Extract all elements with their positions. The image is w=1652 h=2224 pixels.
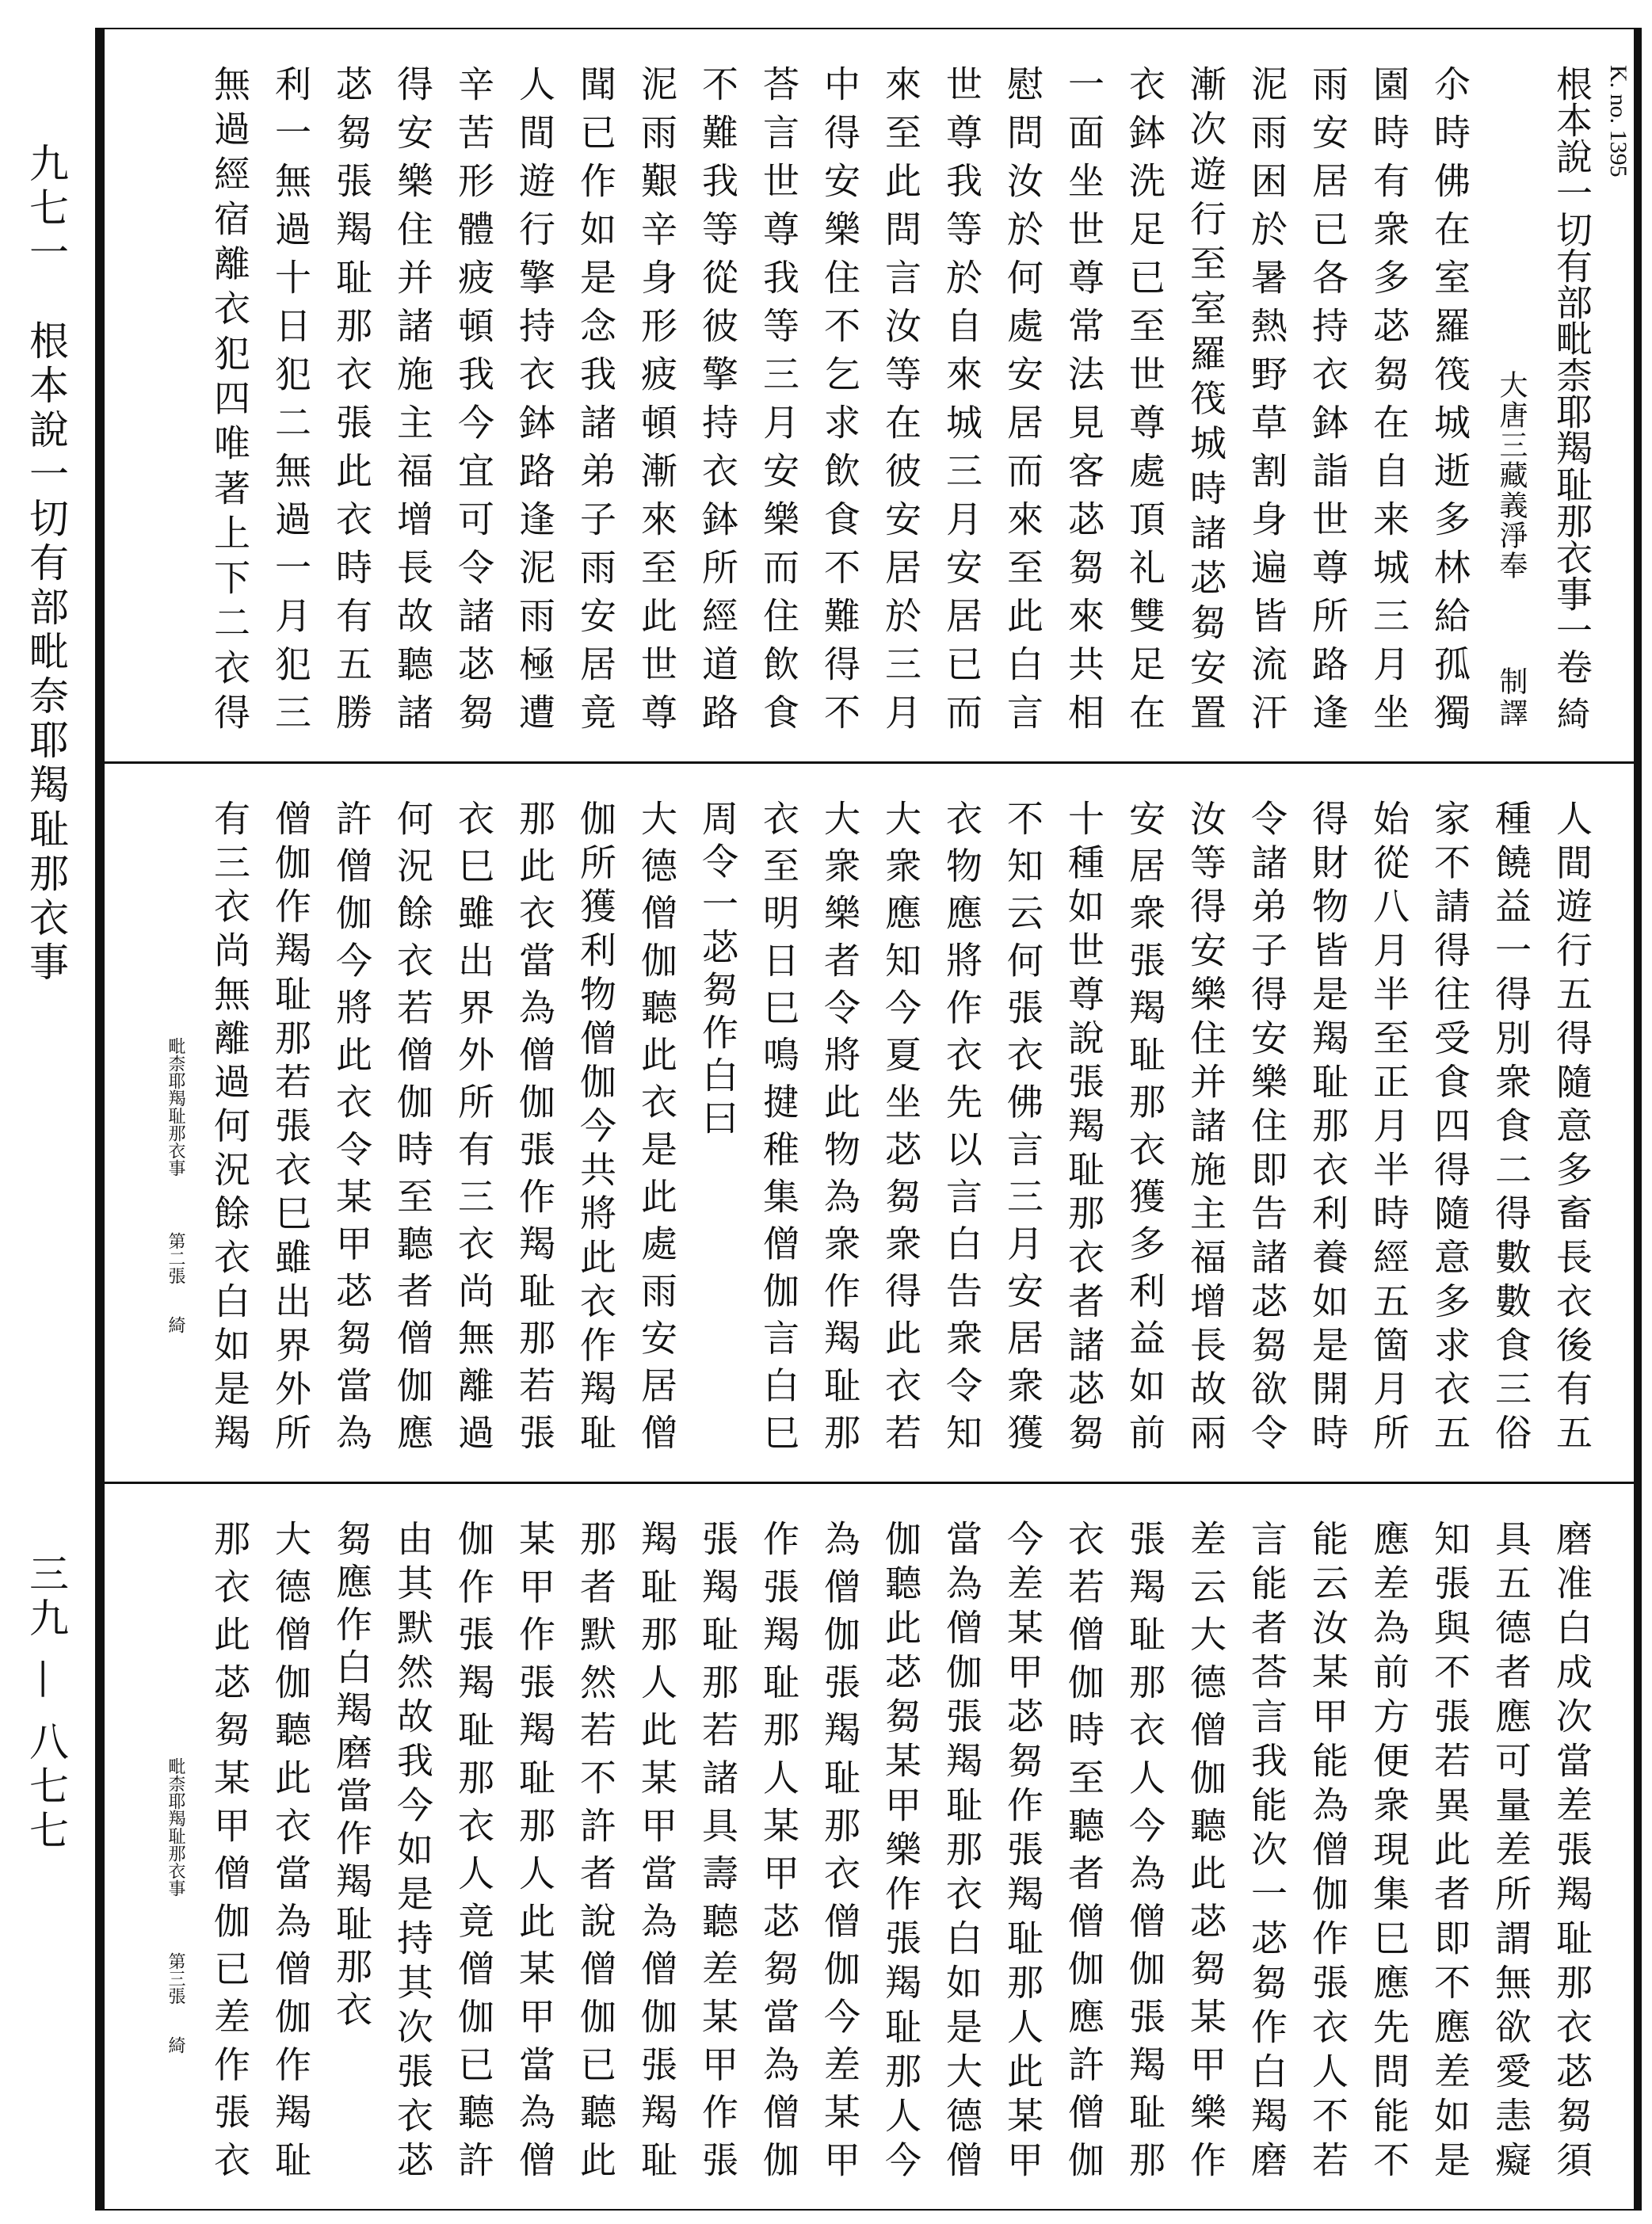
text-column: 那衣此苾芻某甲僧伽已差作張衣 — [208, 1520, 251, 2177]
text-column: 泥雨困於暑熱野草割身遍皆流汗 — [1246, 65, 1288, 730]
text-column: 辛苦形體疲頓我今宜可令諸苾芻 — [452, 65, 495, 730]
margin-volume-label: 九七一 根本說一切有部毗奈耶羯耻那衣事 — [23, 143, 69, 986]
text-column: 磨准白成次當差張羯耻那衣苾芻須 — [1551, 1520, 1593, 2177]
panel-3-columns — [151, 1520, 1602, 2177]
title-column — [1541, 65, 1631, 730]
text-column: 某甲作張羯耻那人此某甲當為僧 — [513, 1520, 556, 2177]
text-column: 大德僧伽聽此衣是此處雨安居僧 — [635, 799, 678, 1450]
text-column: 何況餘衣若僧伽時至聽者僧伽應 — [391, 799, 434, 1450]
footer-sheet-number: 第二張 — [166, 1232, 185, 1284]
text-column: 一面坐世尊常法見客苾芻來共相 — [1063, 65, 1105, 730]
panel-1 — [105, 29, 1634, 764]
text-column: 芻應作白羯磨當作羯耻那衣 — [330, 1520, 373, 2033]
text-column: 聞已作如是念我諸弟子雨安居竟 — [574, 65, 617, 730]
text-column: 家不請得往受食四得隨意多求衣五 — [1429, 799, 1471, 1450]
text-column: 不難我等從彼擎持衣鉢所經道路 — [696, 65, 739, 730]
text-column: 得財物皆是羯耻那衣利養如是開時 — [1307, 799, 1349, 1450]
text-column: 衣鉢洗足已至世尊處頂礼雙足在 — [1124, 65, 1166, 730]
catalog-number: K. no. 1395 — [1605, 65, 1631, 177]
volume-mark: 綺 — [1552, 696, 1591, 730]
text-column: 那者默然若不許者說僧伽已聽此 — [574, 1520, 617, 2177]
text-column: 伽作張羯耻那衣人竟僧伽已聽許 — [452, 1520, 495, 2177]
text-column: 無過經宿離衣犯四唯著上下二衣得 — [208, 65, 251, 730]
text-column: 衣物應將作衣先以言白告衆令知 — [940, 799, 983, 1450]
text-column: 許僧伽今將此衣令某甲苾芻當為 — [330, 799, 373, 1450]
translator-suffix: 制譯 — [1495, 666, 1528, 730]
sutra-title: 根本說一切有部毗柰耶羯耻那衣事一卷 — [1551, 65, 1593, 685]
footer-sheet-number: 第三張 — [166, 1952, 185, 2005]
text-column: 那此衣當為僧伽張作羯耻那若張 — [513, 799, 556, 1450]
text-column: 僧伽作羯耻那若張衣巳雖出界外所 — [269, 799, 312, 1450]
text-column: 漸次遊行至室羅筏城時諸苾芻安置 — [1185, 65, 1227, 730]
text-column: 羯耻那人此某甲當為僧伽張羯耻 — [635, 1520, 678, 2177]
page-frame — [95, 28, 1642, 2211]
translator-column — [1480, 65, 1541, 730]
text-column: 中得安樂住不乞求飲食不難得不 — [818, 65, 861, 730]
text-column: 今差某甲苾芻作張羯耻那人此某甲 — [1002, 1520, 1044, 2177]
text-column: 荅言世尊我等三月安樂而住飲食 — [757, 65, 800, 730]
text-column: 當為僧伽張羯耻那衣白如是大德僧 — [940, 1520, 983, 2177]
text-column: 張羯耻那若諸具壽聽差某甲作張 — [696, 1520, 739, 2177]
text-column: 差云大德僧伽聽此苾芻某甲樂作 — [1185, 1520, 1227, 2177]
text-column: 為僧伽張羯耻那衣僧伽今差某甲 — [818, 1520, 861, 2177]
text-column: 衣巳雖出界外所有三衣尚無離過 — [452, 799, 495, 1450]
text-column: 人間遊行擎持衣鉢路逢泥雨極遭 — [513, 65, 556, 730]
text-column: 伽所獲利物僧伽今共將此衣作羯耻 — [574, 799, 617, 1450]
text-column: 言能者荅言我能次一苾芻作白羯磨 — [1246, 1520, 1288, 2177]
text-column: 有三衣尚無離過何況餘衣白如是羯 — [208, 799, 251, 1450]
text-column: 知張與不張若異此者即不應差如是 — [1429, 1520, 1471, 2177]
footer-mark: 綺 — [166, 2036, 185, 2054]
text-column: 大德僧伽聽此衣當為僧伽作羯耻 — [269, 1520, 312, 2177]
sheet-footer — [151, 799, 199, 1450]
text-column: 不知云何張衣佛言三月安居衆獲 — [1002, 799, 1044, 1450]
text-column: 大衆樂者令將此物為衆作羯耻那 — [818, 799, 861, 1450]
text-column: 安居衆張羯耻那衣獲多利益如前 — [1124, 799, 1166, 1450]
text-column: 由其默然故我今如是持其次張衣苾 — [391, 1520, 434, 2177]
text-column: 應差為前方便衆現集巳應先問能不 — [1368, 1520, 1410, 2177]
text-column: 慰問汝於何處安居而來至此白言 — [1002, 65, 1044, 730]
footer-title: 毗柰耶羯耻那衣事 — [166, 1037, 185, 1177]
panel-3 — [105, 1484, 1634, 2209]
text-column: 作張羯耻那人某甲苾芻當為僧伽 — [757, 1520, 800, 2177]
text-column: 具五德者應可量差所謂無欲愛恚癡 — [1490, 1520, 1532, 2177]
text-column: 世尊我等於自來城三月安居已而 — [940, 65, 983, 730]
text-column: 雨安居已各持衣鉢詣世尊所路逢 — [1307, 65, 1349, 730]
text-column: 張羯耻那衣人今為僧伽張羯耻那 — [1124, 1520, 1166, 2177]
translator-credit: 大唐三藏義淨奉 — [1495, 370, 1528, 581]
margin-page-number: 三九 — 八七七 — [23, 1553, 69, 1854]
text-column: 得安樂住并諸施主福增長故聽諸 — [391, 65, 434, 730]
text-column: 來至此問言汝等在彼安居於三月 — [879, 65, 922, 730]
footer-title: 毗柰耶羯耻那衣事 — [166, 1757, 185, 1897]
panel-2 — [105, 764, 1634, 1484]
text-column: 十種如世尊說張羯耻那衣者諸苾芻 — [1063, 799, 1105, 1450]
text-column: 苾芻張羯耻那衣張此衣時有五勝 — [330, 65, 373, 730]
text-column: 園時有衆多苾芻在自来城三月坐 — [1368, 65, 1410, 730]
text-column: 伽聽此苾芻某甲樂作張羯耻那人今 — [879, 1520, 922, 2177]
text-column: 周令一苾芻作白曰 — [696, 799, 739, 1142]
text-column: 泥雨艱辛身形疲頓漸來至此世尊 — [635, 65, 678, 730]
text-column: 種饒益一得別衆食二得數數食三俗 — [1490, 799, 1532, 1450]
text-column: 利一無過十日犯二無過一月犯三 — [269, 65, 312, 730]
text-column: 衣至明日巳鳴揵稚集僧伽言白巳 — [757, 799, 800, 1450]
sheet-footer — [151, 1520, 199, 2177]
footer-mark: 綺 — [166, 1316, 185, 1333]
text-column: 尒時佛在室羅筏城逝多林給孤獨 — [1429, 65, 1471, 730]
panel-2-columns — [151, 799, 1602, 1450]
text-column: 令諸弟子得安樂住即告諸苾芻欲令 — [1246, 799, 1288, 1450]
text-column: 衣若僧伽時至聽者僧伽應許僧伽 — [1063, 1520, 1105, 2177]
text-column: 能云汝某甲能為僧伽作張衣人不若 — [1307, 1520, 1349, 2177]
text-column: 始從八月半至正月半時經五箇月所 — [1368, 799, 1410, 1450]
text-column: 大衆應知今夏坐苾芻衆得此衣若 — [879, 799, 922, 1450]
text-column: 汝等得安樂住并諸施主福增長故兩 — [1185, 799, 1227, 1450]
text-column: 人間遊行五得隨意多畜長衣後有五 — [1551, 799, 1593, 1450]
panel-1-columns — [199, 65, 1631, 730]
